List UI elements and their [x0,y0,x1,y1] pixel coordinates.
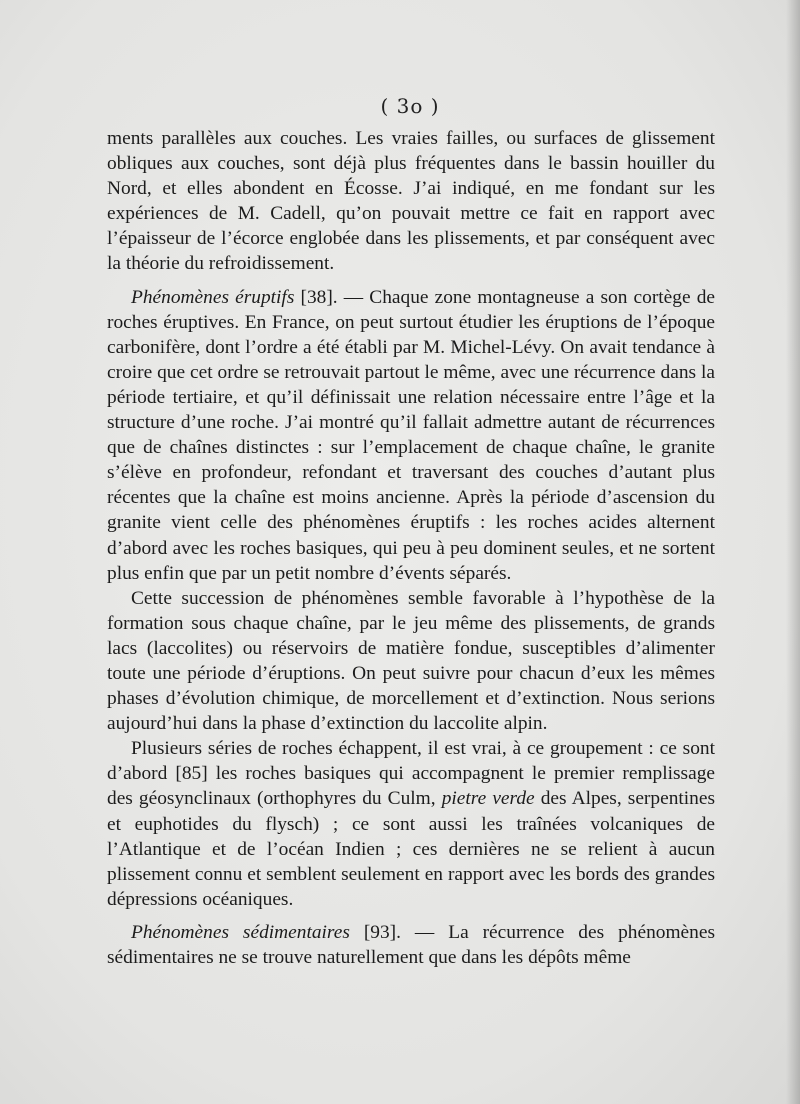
paragraph-text: ments parallèles aux couches. Les vraies failles, ou surfaces de glissement obliques aux couches, sont déjà plus fréquentes dans le bassin houiller du Nord, et elles abondent en Écosse. J’ai indiqué, en me fondant sur les expériences de M. Cadell, qu’on pouvait mettre ce fait en rapport avec l’épaisseur de l’écorce englobée dans les plissements, et par conséquent avec la théorie du refroidissement. [107,128,715,275]
paragraph-continuation [107,126,715,277]
paragraph-text-start: Plusieurs séries de roches échappent, il est vrai, à ce groupement : ce sont d’abord [85] les roches basiques qui accompagnent le premier remplissage des géosynclinaux (orthophyres du Culm, [107,738,715,810]
paragraph-text: Cette succession de phénomènes semble favorable à l’hypothèse de la formation sous chaque chaîne, par le jeu même des plissements, de grands lacs (laccolites) ou réservoirs de matière fondue, susceptibles d’alimenter toute une période d’éruptions. On peut suivre pour chacun d’eux les mêmes phases d’évolution chimique, de morcellement et d’extinction. Nous serions aujourd’hui dans la phase d’extinction du laccolite alpin. [107,587,715,735]
section-heading: Phénomènes sédimentaires [131,921,350,943]
paragraph-text-end: des Alpes, serpentines et euphotides du flysch) ; ce sont aussi les traînées volcaniques de l’Atlantique et de l’océan Indien ; ces dernières ne se relient à aucun plissement connu et semblent seulement en rapport avec les bords des grandes dépressions océaniques. [107,788,716,910]
italic-term: pietre verde [441,788,535,810]
paragraph-phenomenes-eruptifs [107,285,715,586]
section-reference: [38]. — [294,286,370,308]
paragraph-phenomenes-sedimentaires [107,920,715,970]
section-heading: Phénomènes éruptifs [131,286,295,308]
body-text [107,126,715,970]
paragraph-text: La récurrence des phénomènes sédimentaires ne se trouve naturellement que dans les dépôts même [107,921,715,968]
paragraph-text: Chaque zone montagneuse a son cortège de roches éruptives. En France, on peut surtout étudier les éruptions de l’époque carbonifère, dont l’ordre a été établi par M. Michel-Lévy. On avait tendance à croire que cet ordre se retrouvait partout le même, avec une récurrence dans la période tertiaire, et qu’il définissait une relation nécessaire entre l’âge et la structure d’une roche. J’ai montré qu’il fallait admettre autant de récurrences que de chaînes distinctes : sur l’emplacement de chaque chaîne, le granite s’élève en profondeur, refondant et traversant des couches d’autant plus récentes que la chaîne est moins ancienne. Après la période d’ascension du granite vient celle des phénomènes éruptifs : les roches acides alternent d’abord avec les roches basiques, qui peu à peu dominent seules, et ne sortent plus enfin que par un petit nombre d’évents séparés. [107,286,716,584]
paragraph-laccolites [107,586,715,737]
paragraph-exceptions [107,736,715,912]
section-reference: [93]. — [349,921,449,943]
page-number: ( 3o ) [380,94,440,118]
